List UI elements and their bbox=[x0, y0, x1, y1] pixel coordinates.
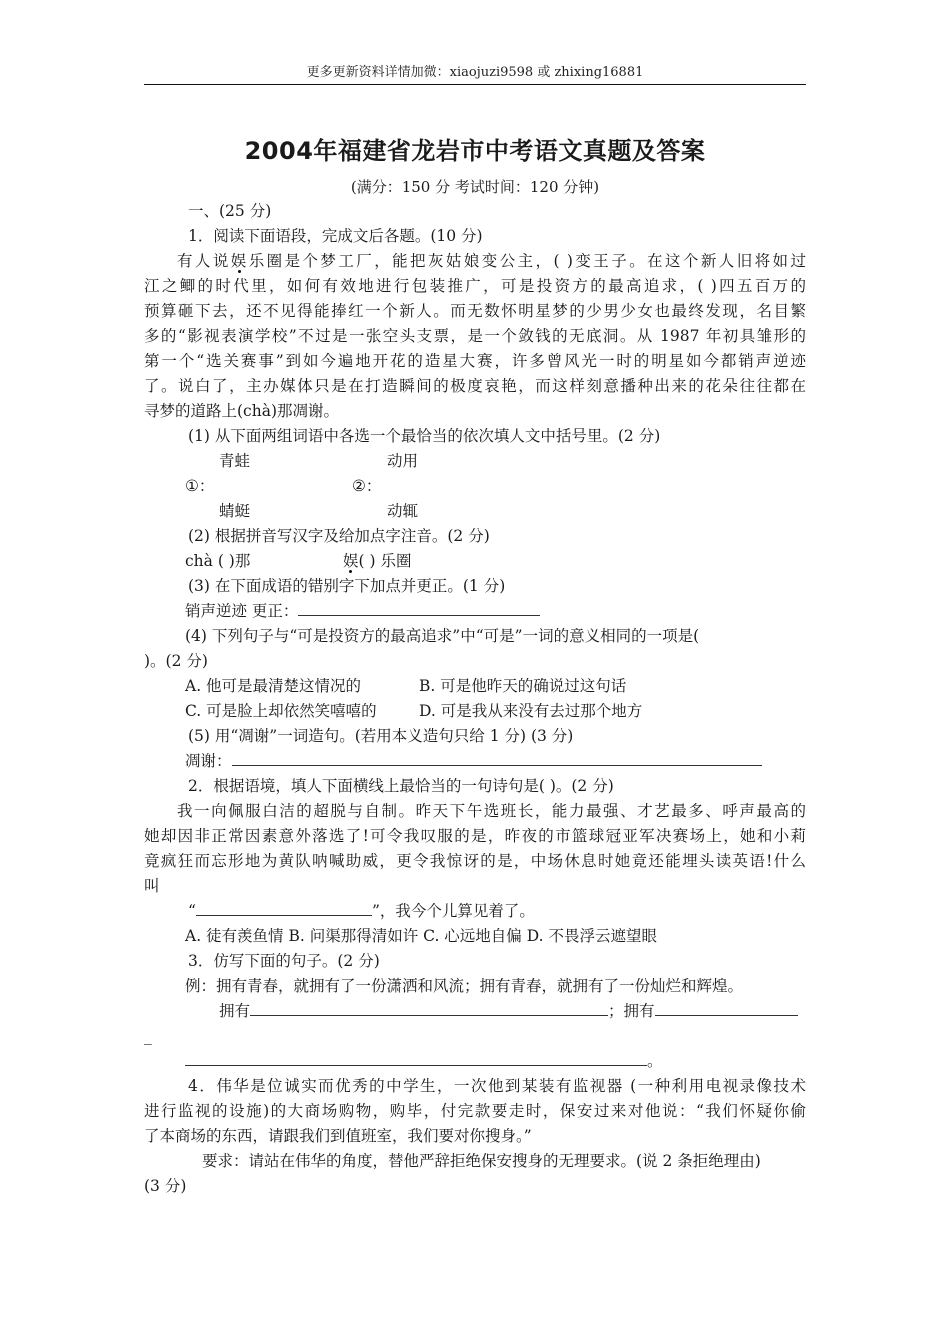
word-b-top: 动用 bbox=[387, 452, 419, 470]
blank-2-label: ②： bbox=[352, 477, 382, 495]
answer-underline[interactable] bbox=[250, 999, 608, 1016]
question-1-intro: 1．阅读下面语段，完成文后各题。(10 分) bbox=[188, 227, 483, 245]
question-1-3-answer: 销声逆迹 更正： bbox=[144, 599, 806, 624]
answer-underline[interactable] bbox=[196, 899, 372, 916]
word-a-top: 青蛙 bbox=[219, 452, 251, 470]
passage-line: 预算砸下去，还不见得能捧红一个新人。而无数怀明星梦的少男少女也最终发现，名目繁 bbox=[144, 302, 806, 320]
question-1-4: (4) 下列句子与“可是投资方的最高追求”中“可是”一词的意义相同的一项是( bbox=[185, 627, 700, 645]
question-2-options: A. 徒有羡鱼情 B. 问渠那得清如许 C. 心远地自偏 D. 不畏浮云遮望眼 bbox=[185, 927, 657, 945]
pinyin-blank: chà ( )那 bbox=[185, 552, 251, 570]
question-2-passage: 叫 bbox=[144, 877, 160, 895]
question-2-fill: “ ”，我今个儿算见着了。 bbox=[144, 899, 806, 924]
question-2-passage: 我一向佩服白洁的超脱与自制。昨天下午选班长，能力最强、才艺最多、呼声最高的 bbox=[177, 802, 806, 820]
annotation-blank: 娱( ) 乐圈 bbox=[343, 552, 412, 570]
options-row bbox=[144, 674, 806, 699]
question-1-5-answer: 凋谢： bbox=[144, 749, 806, 774]
word-choice-blanks bbox=[144, 474, 806, 499]
answer-underline[interactable] bbox=[232, 749, 762, 766]
passage-line: 寻梦的道路上(chà)那凋谢。 bbox=[144, 402, 339, 420]
word-choice-row-bottom bbox=[144, 499, 806, 524]
page-title: 2004年福建省龙岩市中考语文真题及答案 bbox=[244, 137, 706, 165]
answer-underline[interactable] bbox=[655, 999, 798, 1016]
header-rule bbox=[144, 84, 806, 85]
passage-line: 多的“影视表演学校”不过是一张空头支票，是一个敛钱的无底洞。从 1987 年初具雏形的 bbox=[144, 327, 806, 345]
option-b: B. 可是他昨天的确说过这句话 bbox=[419, 677, 627, 695]
question-2-passage: 她却因非正常因素意外落选了!可令我叹服的是，昨夜的市篮球冠亚军决赛场上，她和小莉 bbox=[144, 827, 806, 845]
word-choice-row-top bbox=[144, 449, 806, 474]
question-4-requirement: 要求：请站在伟华的角度，替他严辞拒绝保安搜身的无理要求。(说 2 条拒绝理由) bbox=[202, 1152, 761, 1170]
question-1-5: (5) 用“凋谢”一词造句。(若用本义造句只给 1 分) (3 分) bbox=[188, 727, 574, 745]
question-4: 进行监视的设施)的大商场购物，购毕，付完款要走时，保安过来对他说：“我们怀疑你偷 bbox=[144, 1102, 806, 1120]
section-heading: 一、(25 分) bbox=[188, 202, 272, 220]
word-a-bottom: 蜻蜓 bbox=[219, 502, 251, 520]
passage-line: 了。说白了，主办媒体只是在打造瞬间的极度哀艳，而这样刻意播种出来的花朵往往都在 bbox=[144, 377, 806, 395]
question-4: 4．伟华是位诚实而优秀的中学生，一次他到某装有监视器 (一种利用电视录像技术 bbox=[188, 1077, 806, 1095]
option-d: D. 可是我从来没有去过那个地方 bbox=[419, 702, 643, 720]
word-b-bottom: 动辄 bbox=[387, 502, 419, 520]
exam-content bbox=[144, 199, 806, 1199]
question-4-score: (3 分) bbox=[144, 1177, 187, 1195]
page-subtitle: (满分：150 分 考试时间：120 分钟) bbox=[350, 178, 600, 196]
question-3-fill: 拥有 ；拥有 bbox=[144, 999, 806, 1024]
header-note: 更多更新资料详情加微：xiaojuzi9598 或 zhixing16881 bbox=[306, 65, 644, 80]
question-2: 2．根据语境，填人下面横线上最恰当的一句诗句是( )。(2 分) bbox=[188, 777, 614, 795]
option-c: C. 可是脸上却依然笑嘻嘻的 bbox=[185, 702, 377, 720]
question-3: 3．仿写下面的句子。(2 分) bbox=[188, 952, 380, 970]
question-1-3: (3) 在下面成语的错别字下加点并更正。(1 分) bbox=[188, 577, 506, 595]
passage-line: 江之鲫的时代里，如何有效地进行包装推广，可是投资方的最高追求，( )四五百万的 bbox=[144, 277, 806, 295]
option-a: A. 他可是最清楚这情况的 bbox=[185, 677, 362, 695]
options-row bbox=[144, 699, 806, 724]
question-1-2-items bbox=[144, 549, 806, 574]
passage-line: 第一个“选关赛事”到如今遍地开花的造星大赛，许多曾风光一时的明星如今都销声逆迹 bbox=[144, 352, 806, 370]
question-3-dash: _ bbox=[144, 1027, 152, 1045]
question-1-1: (1) 从下面两组词语中各选一个最恰当的依次填人文中括号里。(2 分) bbox=[188, 427, 661, 445]
blank-1-label: ①： bbox=[185, 477, 215, 495]
question-3-fill-cont: 。 bbox=[144, 1049, 806, 1074]
answer-underline[interactable] bbox=[185, 1049, 647, 1066]
question-4: 了本商场的东西，请跟我们到值班室，我们要对你搜身。” bbox=[144, 1127, 532, 1145]
question-2-passage: 竟疯狂而忘形地为黄队呐喊助威，更令我惊讶的是，中场休息时她竟还能埋头读英语!什么 bbox=[144, 852, 806, 870]
answer-underline[interactable] bbox=[298, 599, 540, 616]
dotted-char: 娱 bbox=[230, 252, 249, 270]
dotted-char: 娱 bbox=[343, 552, 359, 570]
question-1-2: (2) 根据拼音写汉字及给加点字注音。(2 分) bbox=[188, 527, 490, 545]
question-3-example: 例：拥有青春，就拥有了一份潇洒和风流；拥有青春，就拥有了一份灿烂和辉煌。 bbox=[185, 977, 744, 995]
question-1-4-cont: )。(2 分) bbox=[144, 652, 208, 670]
passage-line: 有人说娱乐圈是个梦工厂，能把灰姑娘变公主，( )变王子。在这个新人旧将如过 bbox=[177, 252, 806, 270]
